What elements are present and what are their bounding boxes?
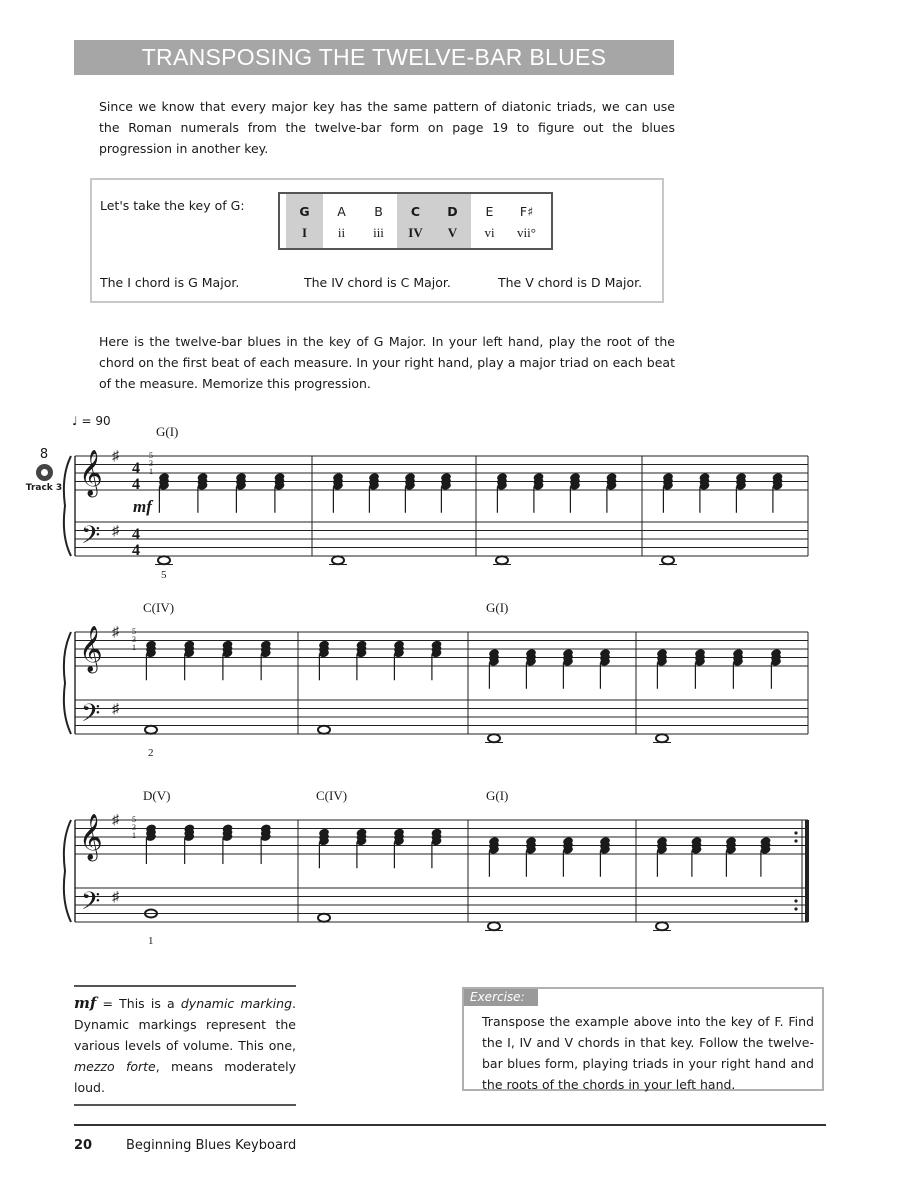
chord-label: D(V) [143, 788, 171, 803]
dynamic-marking-note [74, 985, 296, 1106]
repeat-dot [794, 907, 797, 910]
bass-clef: 𝄢 [81, 888, 101, 921]
time-signature-top: 4 [132, 460, 140, 477]
mf-symbol: mf [74, 994, 97, 1012]
time-signature-bottom: 4 [132, 542, 140, 559]
footer-divider [74, 1124, 826, 1126]
rh-fingering: 1 [149, 467, 153, 476]
repeat-dot [794, 831, 797, 834]
bass-fingering: 1 [148, 935, 154, 947]
bass-fingering: 5 [161, 569, 167, 581]
rh-fingering: 5 [132, 627, 136, 636]
rh-fingering: 3 [132, 823, 136, 832]
scale-letter: D [447, 204, 458, 219]
repeat-dot [794, 839, 797, 842]
instructions-paragraph: Here is the twelve-bar blues in the key of G Major. In your left hand, play the root of the chord on the first beat of each measure. In your right hand, play a major triad on each beat of the measure. Memorize this progression. [99, 334, 675, 391]
rh-fingering: 5 [132, 815, 136, 824]
treble-clef: 𝄞 [79, 626, 103, 671]
treble-clef: 𝄞 [79, 450, 103, 495]
intro-paragraph: Since we know that every major key has the same pattern of diatonic triads, we can use the Roman numerals from the twelve-bar form on page 19 to figure out the blues progression in another key. [99, 99, 675, 156]
scale-letter: B [374, 204, 383, 219]
note-text: , means moderately loud. [74, 1059, 297, 1095]
chord-label: C(IV) [143, 600, 175, 615]
rh-fingering: 5 [149, 451, 153, 460]
key-signature-sharp: ♯ [112, 524, 119, 539]
bass-whole-note [488, 922, 500, 930]
page-number: 20 [74, 1138, 93, 1153]
key-signature-sharp: ♯ [112, 449, 119, 464]
scale-numeral: I [301, 225, 308, 240]
bass-whole-note [656, 734, 668, 742]
chord-I-line: The I chord is G Major. [100, 275, 240, 290]
grand-staff-brace [64, 632, 71, 734]
key-signature-sharp: ♯ [112, 702, 119, 717]
tempo-marking: ♩ = 90 [72, 414, 111, 428]
chord-V-line: The V chord is D Major. [498, 275, 643, 290]
bass-whole-note [488, 734, 500, 742]
track-number: 8 [39, 447, 49, 462]
key-signature-sharp: ♯ [112, 625, 119, 640]
book-title: Beginning Blues Keyboard [126, 1138, 297, 1153]
bass-whole-note [158, 556, 170, 564]
note-text-emph: dynamic marking [180, 996, 293, 1011]
track-label: Track 3 [25, 483, 63, 493]
key-signature-sharp: ♯ [112, 813, 119, 828]
exercise-text: Transpose the example above into the key of F. Find the I, IV and V chords in that key. Follow the twelve-bar blues form, playing triads in your right hand and the roots of the chords in your left hand. [482, 1014, 814, 1092]
chord-label: G(I) [156, 424, 179, 439]
key-signature-sharp: ♯ [112, 890, 119, 905]
scale-numeral: ii [337, 225, 346, 240]
bass-whole-note [145, 726, 157, 734]
chord-label: G(I) [486, 600, 509, 615]
scale-letter: A [337, 204, 346, 219]
bass-whole-note [332, 556, 344, 564]
page-title: TRANSPOSING THE TWELVE-BAR BLUES [74, 40, 674, 75]
mf-dynamic: mf [133, 497, 152, 516]
note-text: . Dynamic markings represent the various levels of volume. This one, [74, 996, 296, 1053]
bass-whole-note [318, 914, 330, 922]
bass-clef: 𝄢 [81, 522, 101, 555]
final-barline-thick [805, 820, 809, 922]
scale-numeral: V [447, 225, 458, 240]
chord-label: G(I) [486, 788, 509, 803]
bass-whole-note [318, 726, 330, 734]
grand-staff-brace [64, 456, 71, 556]
rh-fingering: 1 [132, 643, 136, 652]
scale-letter: C [410, 204, 421, 219]
grand-staff-brace [64, 820, 71, 922]
bass-whole-note [496, 556, 508, 564]
exercise-box [462, 987, 824, 1091]
scale-letter: F♯ [519, 204, 534, 219]
time-signature-bottom: 4 [132, 476, 140, 493]
scale-letter: G [299, 204, 310, 219]
note-text: = This is a [96, 996, 181, 1011]
bass-clef: 𝄢 [81, 700, 101, 733]
scale-numeral: IV [408, 225, 423, 240]
chord-IV-line: The IV chord is C Major. [304, 275, 451, 290]
exercise-label: Exercise: [464, 989, 538, 1006]
chord-label: C(IV) [316, 788, 348, 803]
rh-fingering: 1 [132, 831, 136, 840]
scale-numeral: vi [484, 225, 495, 240]
key-box-lead: Let's take the key of G: [100, 198, 245, 213]
time-signature-top: 4 [132, 526, 140, 543]
repeat-dot [794, 899, 797, 902]
scale-numeral: iii [373, 225, 384, 240]
rh-fingering: 3 [132, 635, 136, 644]
scale-numeral: vii° [517, 225, 536, 240]
scale-letter: E [485, 204, 494, 219]
rh-fingering: 3 [149, 459, 153, 468]
bass-fingering: 2 [148, 747, 154, 759]
bass-whole-note [662, 556, 674, 564]
note-text-emph: mezzo forte [74, 1059, 156, 1074]
bass-whole-note [656, 922, 668, 930]
treble-clef: 𝄞 [79, 814, 103, 859]
